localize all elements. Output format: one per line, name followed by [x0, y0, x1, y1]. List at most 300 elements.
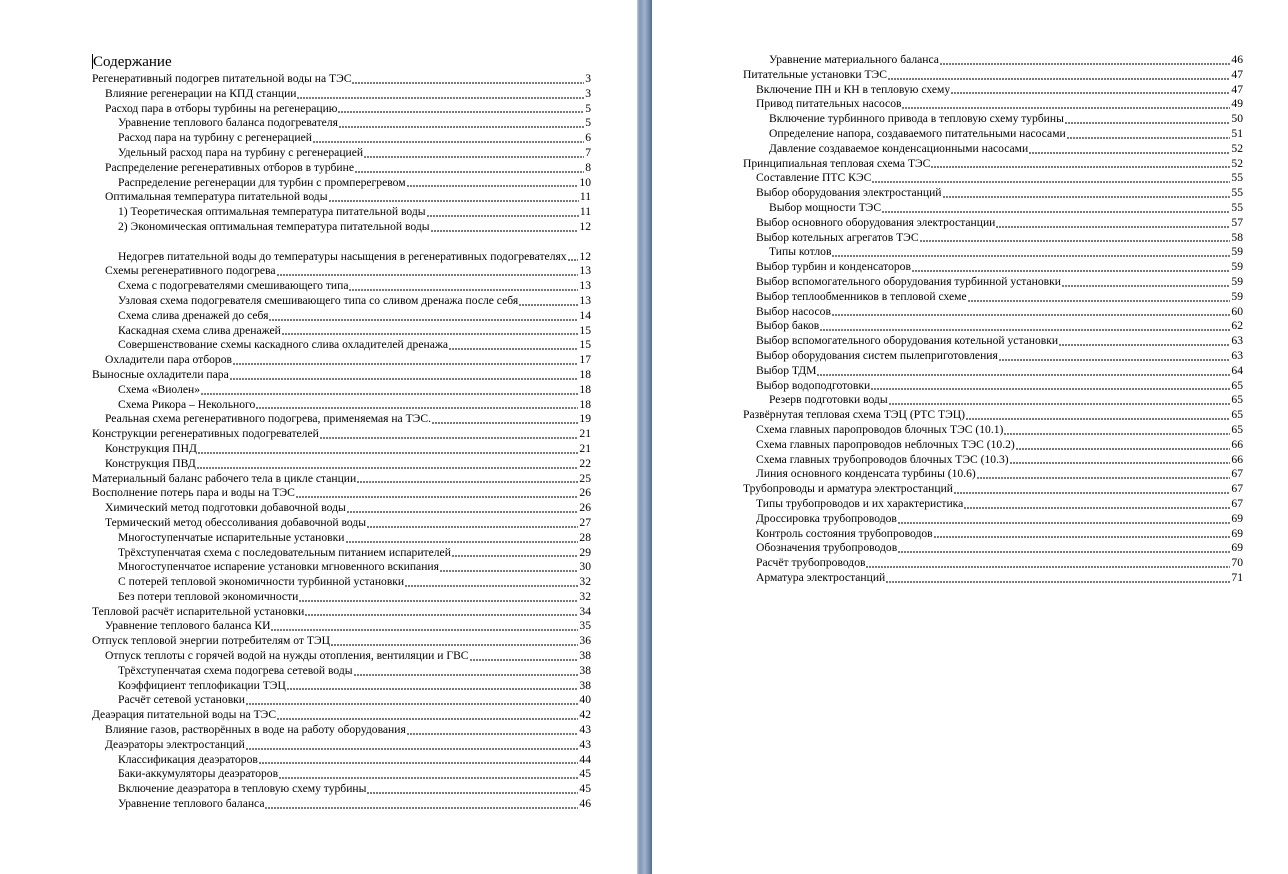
toc-entry-title: Схема главных паропроводов блочных ТЭС (10.1)	[756, 422, 1004, 436]
toc-entry-level-3[interactable]	[743, 201, 1243, 216]
toc-page-number: 34	[579, 604, 591, 618]
toc-page-number: 65	[1231, 393, 1243, 407]
toc-entry-level-1[interactable]	[92, 486, 591, 501]
toc-entry-level-3[interactable]	[92, 693, 591, 708]
toc-dot-leader	[964, 500, 1230, 509]
toc-page-number: 3	[585, 72, 591, 85]
toc-page-number: 62	[1231, 319, 1243, 333]
toc-dot-leader	[1010, 455, 1231, 464]
toc-dot-leader	[1016, 441, 1231, 450]
toc-entry-title: 1) Теоретическая оптимальная температура питательной воды	[118, 205, 426, 219]
toc-page-number: 32	[579, 575, 591, 589]
toc-entry-level-2[interactable]	[743, 423, 1243, 438]
toc-page-number: 67	[1231, 496, 1243, 510]
toc-entry-level-2[interactable]	[743, 305, 1243, 320]
page-separator	[637, 0, 652, 874]
toc-entry-title: Принципиальная тепловая схема ТЭС	[743, 156, 931, 170]
toc-entry-level-2[interactable]	[743, 216, 1243, 231]
toc-entry-title: Выбор мощности ТЭС	[769, 200, 882, 214]
toc-page-number: 59	[1231, 289, 1243, 303]
toc-page-number: 55	[1231, 200, 1243, 214]
toc-page-number: 65	[1231, 378, 1243, 392]
toc-entry-level-2[interactable]	[743, 275, 1243, 290]
toc-entry-title: Трёхступенчатая схема подогрева сетевой воды	[118, 663, 353, 677]
toc-entry-title: Уравнение материального баланса	[769, 53, 939, 66]
toc-page-number: 55	[1231, 186, 1243, 200]
toc-dot-leader	[198, 445, 579, 454]
toc-entry-title: Восполнение потерь пара и воды на ТЭС	[92, 486, 295, 500]
toc-page-number: 30	[579, 560, 591, 574]
toc-page-number: 18	[579, 382, 591, 396]
toc-page-number: 69	[1231, 541, 1243, 555]
toc-entry-level-2[interactable]	[92, 501, 591, 516]
toc-entry-level-3[interactable]	[92, 767, 591, 782]
toc-dot-leader	[943, 189, 1231, 198]
toc-entry-level-3[interactable]	[92, 753, 591, 768]
toc-dot-leader	[354, 667, 579, 676]
toc-entry-level-1[interactable]	[92, 368, 591, 383]
toc-dot-leader	[432, 415, 578, 424]
toc-entry-level-3[interactable]	[92, 398, 591, 413]
toc-entry-level-3[interactable]	[743, 245, 1243, 260]
toc-dot-leader	[1029, 145, 1230, 154]
toc-page-number: 40	[579, 693, 591, 707]
toc-entry-title: 2) Экономическая оптимальная температура питательной воды	[118, 219, 430, 233]
toc-page-number: 13	[579, 264, 591, 278]
toc-dot-leader	[265, 800, 578, 809]
toc-entry-level-3[interactable]	[92, 176, 591, 191]
toc-dot-leader	[269, 312, 578, 321]
toc-page-number: 29	[579, 545, 591, 559]
toc-entry-level-2[interactable]	[92, 161, 591, 176]
toc-dot-leader	[871, 381, 1230, 390]
toc-entry-title: Выбор насосов	[756, 304, 831, 318]
toc-page-number: 22	[579, 456, 591, 470]
toc-page-number: 49	[1231, 97, 1243, 111]
toc-entry-level-3[interactable]	[92, 205, 591, 220]
toc-page-number: 45	[579, 767, 591, 781]
toc-dot-leader	[886, 574, 1230, 583]
toc-entry-title: Схема «Виолен»	[118, 382, 200, 396]
toc-entry-level-2[interactable]	[92, 649, 591, 664]
toc-entry-level-2[interactable]	[743, 541, 1243, 556]
toc-dot-leader	[246, 741, 579, 750]
toc-entry-title: Недогрев питательной воды до температуры насыщения в регенеративных подогревателях	[118, 249, 567, 263]
toc-entry-title: Линия основного конденсата турбины (10.6)	[756, 467, 976, 481]
toc-entry-title: Привод питательных насосов	[756, 97, 902, 111]
toc-dot-leader	[347, 504, 579, 513]
toc-entry-level-3[interactable]	[92, 531, 591, 546]
toc-entry-level-2[interactable]	[92, 190, 591, 205]
toc-entry-title: Реальная схема регенеративного подогрева, применяемая на ТЭС.	[105, 412, 431, 426]
toc-entry-level-3[interactable]	[92, 294, 591, 309]
toc-entry-level-3[interactable]	[92, 338, 591, 353]
toc-entry-level-2[interactable]	[743, 453, 1243, 468]
toc-page-number: 71	[1231, 570, 1243, 584]
toc-page-number: 70	[1231, 556, 1243, 570]
toc-page-number: 38	[579, 663, 591, 677]
toc-entry-title: Резерв подготовки воды	[769, 393, 888, 407]
toc-entry-title: Выбор оборудования систем пылеприготовления	[756, 348, 998, 362]
toc-entry-level-3[interactable]	[92, 782, 591, 797]
toc-dot-leader	[968, 293, 1231, 302]
toc-dot-leader	[1004, 426, 1230, 435]
toc-entry-level-3[interactable]	[743, 393, 1243, 408]
toc-entry-title: Определение напора, создаваемого питательными насосами	[769, 126, 1066, 140]
toc-entry-level-2[interactable]	[743, 467, 1243, 482]
toc-entry-title: Трёхступенчатая схема с последовательным питанием испарителей	[118, 545, 451, 559]
toc-page-number: 38	[579, 649, 591, 663]
toc-dot-leader	[912, 263, 1230, 272]
document-page-right[interactable]	[652, 0, 1288, 874]
toc-dot-leader	[313, 134, 584, 143]
toc-entry-title: Выбор вспомогательного оборудования котельной установки	[756, 334, 1059, 348]
toc-page-number: 65	[1231, 408, 1243, 422]
toc-entry-level-3[interactable]	[92, 131, 591, 146]
toc-page-number: 36	[579, 634, 591, 648]
toc-entry-title: Конструкции регенеративных подогревателей	[92, 427, 319, 441]
toc-entry-level-3[interactable]	[92, 546, 591, 561]
toc-page-number: 32	[579, 589, 591, 603]
toc-entry-title: Отпуск тепловой энергии потребителям от ТЭЦ	[92, 634, 330, 648]
toc-entry-level-2[interactable]	[92, 353, 591, 368]
toc-entry-title: Конструкция ПВД	[105, 456, 196, 470]
toc-dot-leader	[287, 681, 579, 690]
toc-entry-title: Распределение регенерации для турбин с промперегревом	[118, 175, 406, 189]
toc-page-number: 13	[579, 293, 591, 307]
toc-entry-title: Выносные охладители пара	[92, 367, 229, 381]
toc-entry-title: Химический метод подготовки добавочной воды	[105, 501, 346, 515]
toc-entry-title: С потерей тепловой экономичности турбинной установки	[118, 575, 405, 589]
toc-entry-level-2[interactable]	[92, 619, 591, 634]
toc-page-number: 17	[579, 353, 591, 367]
toc-entry-title: Схема главных трубопроводов блочных ТЭС (10.3)	[756, 452, 1009, 466]
toc-entry-title: Уравнение теплового баланса	[118, 797, 265, 811]
toc-entry-title: Расход пара в отборы турбины на регенерацию	[105, 101, 338, 115]
toc-entry-level-3[interactable]	[92, 309, 591, 324]
toc-entry-level-2[interactable]	[743, 349, 1243, 364]
toc-dot-leader	[940, 56, 1230, 65]
toc-entry-title: Материальный баланс рабочего тела в цикле станции	[92, 471, 357, 485]
toc-page-number: 38	[579, 678, 591, 692]
toc-entry-title: Тепловой расчёт испарительной установки	[92, 604, 305, 618]
toc-entry-title: Распределение регенеративных отборов в турбине	[105, 160, 354, 174]
toc-page-number: 47	[1231, 67, 1243, 81]
toc-page-number: 44	[579, 752, 591, 766]
toc-entry-title: Удельный расход пара на турбину с регенерацией	[118, 145, 364, 159]
toc-page-number: 15	[579, 338, 591, 352]
toc-page-number: 59	[1231, 245, 1243, 259]
toc-dot-leader	[882, 204, 1230, 213]
toc-dot-leader	[519, 297, 578, 306]
toc-dot-leader	[920, 233, 1231, 242]
toc-entry-level-2[interactable]	[743, 527, 1243, 542]
toc-entry-level-3[interactable]	[92, 560, 591, 575]
toc-entry-level-1[interactable]	[743, 157, 1243, 172]
toc-entry-level-3[interactable]	[92, 324, 591, 339]
toc-entry-title: Схема слива дренажей до себя	[118, 308, 269, 322]
toc-page-number: 7	[585, 145, 591, 159]
toc-page-number: 59	[1231, 274, 1243, 288]
toc-page-number: 64	[1231, 363, 1243, 377]
toc-dot-leader	[320, 430, 579, 439]
toc-entry-title: Многоступенчатое испарение установки мгновенного вскипания	[118, 560, 439, 574]
toc-entry-level-2[interactable]	[92, 723, 591, 738]
toc-page-number: 58	[1231, 230, 1243, 244]
toc-entry-level-1[interactable]	[743, 408, 1243, 423]
toc-dot-leader	[452, 548, 579, 557]
toc-entry-level-2[interactable]	[743, 438, 1243, 453]
toc-dot-leader	[246, 696, 578, 705]
toc-page-number: 52	[1231, 156, 1243, 170]
toc-entry-title: Выбор турбин и конденсаторов	[756, 260, 911, 274]
toc-page-number: 13	[579, 279, 591, 293]
toc-entry-level-1[interactable]	[92, 708, 591, 723]
toc-dot-leader	[331, 637, 578, 646]
toc-dot-leader	[888, 71, 1230, 80]
toc-entry-level-1[interactable]	[92, 472, 591, 487]
toc-entry-level-2[interactable]	[743, 319, 1243, 334]
toc-dot-leader	[866, 559, 1230, 568]
toc-dot-leader	[999, 352, 1231, 361]
toc-entry-title: Составление ПТС КЭС	[756, 171, 872, 185]
toc-entry-title: Без потери тепловой экономичности	[118, 589, 299, 603]
toc-dot-leader	[259, 755, 579, 764]
toc-dot-leader	[233, 356, 578, 365]
toc-dot-leader	[977, 470, 1231, 479]
toc-page-number: 46	[579, 797, 591, 811]
toc-dot-leader	[271, 622, 578, 631]
toc-entry-title: Многоступенчатые испарительные установки	[118, 530, 345, 544]
toc-entry-title: Оптимальная температура питательной воды	[105, 190, 328, 204]
toc-entry-title: Питательные установки ТЭС	[743, 67, 887, 81]
toc-entry-level-2[interactable]	[743, 260, 1243, 275]
toc-page-number: 63	[1231, 348, 1243, 362]
toc-page-number: 66	[1231, 452, 1243, 466]
toc-dot-leader	[367, 519, 578, 528]
toc-page-number: 21	[579, 427, 591, 441]
toc-entry-level-2[interactable]	[743, 231, 1243, 246]
toc-dot-leader	[817, 367, 1230, 376]
toc-dot-leader	[367, 785, 578, 794]
toc-entry-level-2[interactable]	[92, 738, 591, 753]
document-page-left[interactable]	[0, 0, 637, 874]
toc-dot-leader	[364, 149, 584, 158]
toc-page-number: 35	[579, 619, 591, 633]
toc-dot-leader	[329, 193, 579, 202]
toc-entry-level-1[interactable]	[92, 72, 591, 87]
toc-page-number: 55	[1231, 171, 1243, 185]
toc-page-number: 69	[1231, 511, 1243, 525]
toc-entry-title: Влияние регенерации на КПД станции	[105, 86, 297, 100]
toc-entry-level-2[interactable]	[743, 290, 1243, 305]
toc-page-number: 69	[1231, 526, 1243, 540]
toc-entry-level-1[interactable]	[92, 605, 591, 620]
toc-entry-level-1[interactable]	[92, 427, 591, 442]
toc-entry-level-3[interactable]	[92, 383, 591, 398]
toc-page-number: 11	[579, 205, 591, 219]
toc-entry-title: Включение деаэратора в тепловую схему турбины	[118, 782, 367, 796]
toc-dot-leader	[431, 223, 579, 232]
toc-page-number: 10	[579, 175, 591, 189]
toc-dot-leader	[297, 90, 584, 99]
toc-entry-title: Деаэрация питательной воды на ТЭС	[92, 708, 277, 722]
toc-entry-title: Совершенствование схемы каскадного слива охладителей дренажа	[118, 338, 449, 352]
toc-entry-title: Выбор вспомогательного оборудования турбинной установки	[756, 274, 1061, 288]
toc-entry-level-2[interactable]	[743, 171, 1243, 186]
toc-page-number: 28	[579, 530, 591, 544]
toc-dot-leader	[820, 322, 1230, 331]
toc-entry-level-2[interactable]	[743, 512, 1243, 527]
toc-heading: Содержание	[93, 54, 172, 70]
toc-entry-title: Типы трубопроводов и их характеристика	[756, 496, 964, 510]
toc-entry-title: Расход пара на турбину с регенерацией	[118, 131, 312, 145]
toc-dot-leader	[832, 248, 1230, 257]
toc-dot-leader	[405, 578, 578, 587]
toc-dot-leader	[352, 75, 584, 84]
toc-entry-title: Термический метод обессоливания добавочной воды	[105, 515, 367, 529]
toc-entry-level-2[interactable]	[92, 102, 591, 117]
toc-list-left	[92, 72, 591, 812]
toc-page-number: 15	[579, 323, 591, 337]
toc-page-number: 45	[579, 782, 591, 796]
toc-page-number: 43	[579, 737, 591, 751]
toc-dot-leader	[832, 307, 1230, 316]
toc-entry-level-3[interactable]	[92, 279, 591, 294]
toc-entry-level-3[interactable]	[743, 53, 1243, 68]
toc-entry-level-2[interactable]	[743, 556, 1243, 571]
toc-dot-leader	[1065, 115, 1231, 124]
toc-entry-level-2[interactable]	[743, 334, 1243, 349]
toc-dot-leader	[277, 267, 579, 276]
toc-entry-level-2[interactable]	[92, 264, 591, 279]
toc-page-number: 47	[1231, 82, 1243, 96]
toc-entry-title: Баки-аккумуляторы деаэраторов	[118, 767, 279, 781]
toc-entry-title: Выбор основного оборудования электростанции	[756, 215, 996, 229]
toc-page-number: 12	[579, 219, 591, 233]
toc-entry-title: Выбор оборудования электростанций	[756, 186, 942, 200]
toc-entry-level-2[interactable]	[743, 83, 1243, 98]
toc-page-number: 46	[1231, 53, 1243, 66]
toc-entry-level-3[interactable]	[92, 797, 591, 812]
toc-page-number: 52	[1231, 141, 1243, 155]
toc-entry-level-3[interactable]	[92, 575, 591, 590]
toc-entry-level-3[interactable]	[92, 220, 591, 235]
toc-entry-level-2[interactable]	[92, 516, 591, 531]
toc-dot-leader	[1067, 130, 1231, 139]
toc-page-number: 65	[1231, 422, 1243, 436]
toc-page-number: 12	[579, 249, 591, 263]
toc-entry-level-3[interactable]	[92, 146, 591, 161]
toc-entry-level-2[interactable]	[92, 87, 591, 102]
toc-entry-title: Расчёт трубопроводов	[756, 556, 866, 570]
toc-page-number: 63	[1231, 334, 1243, 348]
toc-dot-leader	[277, 711, 578, 720]
toc-entry-level-1[interactable]	[92, 634, 591, 649]
toc-entry-title: Выбор водоподготовки	[756, 378, 871, 392]
toc-dot-leader	[440, 563, 578, 572]
toc-entry-title: Выбор теплообменников в тепловой схеме	[756, 289, 967, 303]
toc-page-number: 18	[579, 397, 591, 411]
toc-entry-level-3[interactable]	[92, 116, 591, 131]
toc-page-number: 57	[1231, 215, 1243, 229]
toc-page-number: 67	[1231, 467, 1243, 481]
toc-dot-leader	[889, 396, 1231, 405]
toc-dot-leader	[349, 282, 578, 291]
toc-entry-title: Обозначения трубопроводов	[756, 541, 898, 555]
toc-entry-level-2[interactable]	[743, 571, 1243, 586]
toc-dot-leader	[427, 208, 579, 217]
toc-entry-level-3[interactable]	[92, 590, 591, 605]
toc-entry-level-2[interactable]	[92, 457, 591, 472]
toc-page-number: 18	[579, 367, 591, 381]
toc-entry-title: Расчёт сетевой установки	[118, 693, 245, 707]
toc-entry-level-1[interactable]	[743, 68, 1243, 83]
toc-entry-level-3[interactable]	[743, 112, 1243, 127]
toc-entry-title: Узловая схема подогревателя смешивающего типа со сливом дренажа после себя	[118, 293, 519, 307]
toc-dot-leader	[256, 400, 578, 409]
toc-page-number: 67	[1231, 482, 1243, 496]
toc-dot-leader	[966, 411, 1230, 420]
toc-dot-leader	[282, 326, 579, 335]
toc-entry-level-3[interactable]	[92, 664, 591, 679]
toc-page-number: 51	[1231, 126, 1243, 140]
toc-entry-level-3[interactable]	[92, 235, 591, 265]
toc-dot-leader	[407, 726, 579, 735]
toc-page-number: 6	[585, 131, 591, 145]
toc-entry-level-2[interactable]	[743, 364, 1243, 379]
toc-dot-leader	[279, 770, 578, 779]
toc-page-number: 11	[579, 190, 591, 204]
toc-entry-title: Деаэраторы электростанций	[105, 737, 245, 751]
toc-entry-level-2[interactable]	[743, 97, 1243, 112]
toc-dot-leader	[898, 515, 1231, 524]
toc-page-number: 5	[585, 101, 591, 115]
toc-dot-leader	[954, 485, 1230, 494]
toc-entry-title: Включение ПН и КН в тепловую схему	[756, 82, 951, 96]
toc-dot-leader	[296, 489, 579, 498]
toc-page-number: 66	[1231, 437, 1243, 451]
toc-entry-title: Коэффициент теплофикации ТЭЦ	[118, 678, 286, 692]
toc-entry-title: Схема с подогревателями смешивающего типа	[118, 279, 349, 293]
toc-dot-leader	[201, 386, 578, 395]
toc-entry-level-3[interactable]	[743, 142, 1243, 157]
toc-dot-leader	[338, 104, 584, 113]
toc-entry-level-2[interactable]	[743, 186, 1243, 201]
toc-dot-leader	[449, 341, 578, 350]
toc-entry-title: Выбор ТДМ	[756, 363, 817, 377]
toc-dot-leader	[407, 178, 579, 187]
toc-entry-title: Контроль состояния трубопроводов	[756, 526, 933, 540]
toc-entry-title: Типы котлов	[769, 245, 832, 259]
toc-entry-level-3[interactable]	[92, 679, 591, 694]
toc-entry-level-3[interactable]	[743, 127, 1243, 142]
toc-entry-level-1[interactable]	[743, 482, 1243, 497]
toc-page-number: 43	[579, 723, 591, 737]
toc-dot-leader	[902, 100, 1230, 109]
toc-entry-level-2[interactable]	[743, 497, 1243, 512]
toc-entry-title: Регенеративный подогрев питательной воды на ТЭС	[92, 72, 352, 85]
toc-dot-leader	[197, 460, 579, 469]
toc-entry-title: Схема Рикора – Некольного	[118, 397, 256, 411]
toc-dot-leader	[951, 85, 1230, 94]
toc-entry-level-2[interactable]	[92, 442, 591, 457]
toc-entry-title: Уравнение теплового баланса КИ	[105, 619, 271, 633]
toc-entry-level-2[interactable]	[92, 412, 591, 427]
toc-entry-title: Трубопроводы и арматура электростанций	[743, 482, 953, 496]
toc-entry-level-2[interactable]	[743, 379, 1243, 394]
toc-entry-title: Схемы регенеративного подогрева	[105, 264, 276, 278]
